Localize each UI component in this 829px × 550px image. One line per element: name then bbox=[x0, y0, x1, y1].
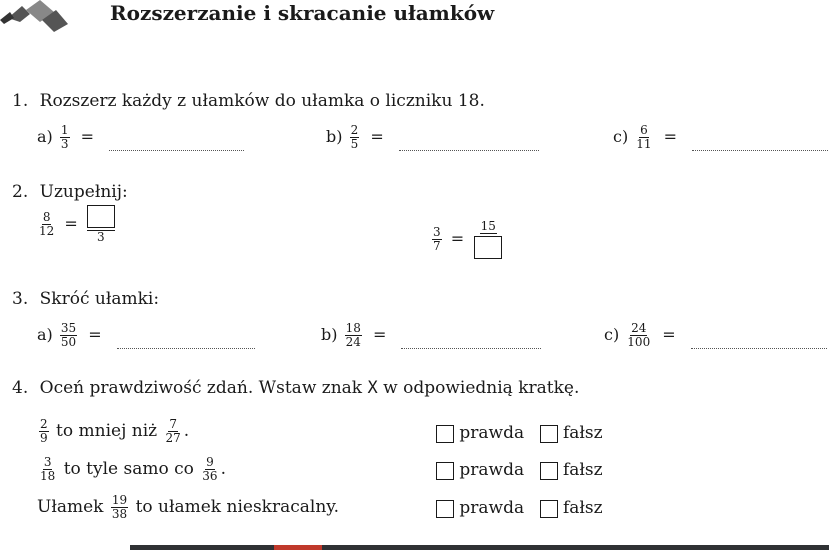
answer-box[interactable] bbox=[87, 205, 115, 228]
false-label: fałsz bbox=[562, 498, 603, 518]
fraction: $\frac{8}{12}$ bbox=[39, 210, 55, 238]
answer-line[interactable] bbox=[401, 347, 541, 349]
fraction: $\frac{3}{7}$ bbox=[433, 225, 441, 253]
answer-line[interactable] bbox=[399, 149, 539, 151]
answer-line[interactable] bbox=[691, 347, 827, 349]
item-label: c) bbox=[604, 325, 620, 344]
task-3-item-c bbox=[604, 322, 827, 349]
task-4-mark: X bbox=[367, 378, 378, 398]
task-3-item-a bbox=[37, 322, 255, 349]
task-3-number: 3. bbox=[12, 289, 29, 309]
bottom-bar bbox=[130, 545, 829, 550]
task-1-prompt: Rozszerz każdy z ułamków do ułamka o liczniku 18. bbox=[39, 91, 485, 111]
false-checkbox[interactable] bbox=[540, 462, 558, 480]
item-label: b) bbox=[321, 325, 338, 344]
statement-text: to tyle samo co bbox=[63, 459, 194, 479]
task-4-prompt-before: Oceń prawdziwość zdań. Wstaw znak bbox=[39, 378, 363, 398]
fraction-with-box: 15 bbox=[473, 220, 503, 259]
statement-2 bbox=[37, 456, 226, 483]
task-2-heading bbox=[12, 182, 128, 202]
statement-text: to mniej niż bbox=[56, 421, 158, 441]
task-3-heading bbox=[12, 289, 159, 309]
logo-icon bbox=[0, 0, 72, 34]
false-label: fałsz bbox=[562, 460, 603, 480]
equals-sign: = bbox=[80, 127, 95, 146]
true-checkbox[interactable] bbox=[436, 425, 454, 443]
answer-box[interactable] bbox=[474, 236, 502, 259]
statement-1-choices bbox=[436, 423, 603, 443]
task-4-number: 4. bbox=[12, 378, 29, 398]
task-2-prompt: Uzupełnij: bbox=[39, 182, 128, 202]
equals-sign: = bbox=[370, 127, 384, 146]
fraction: $\frac{6}{11}$ bbox=[636, 123, 652, 151]
true-label: prawda bbox=[459, 460, 525, 480]
task-2-left-equation bbox=[36, 205, 117, 244]
task-1-item-a bbox=[37, 124, 244, 151]
item-label: a) bbox=[37, 127, 53, 146]
task-1-heading bbox=[12, 91, 485, 111]
true-checkbox[interactable] bbox=[436, 462, 454, 480]
task-1-item-c bbox=[613, 124, 828, 151]
item-label: c) bbox=[613, 127, 629, 146]
true-label: prawda bbox=[459, 423, 525, 443]
item-label: a) bbox=[37, 325, 53, 344]
task-1-number: 1. bbox=[12, 91, 29, 111]
answer-line[interactable] bbox=[117, 347, 255, 349]
task-3-item-b bbox=[321, 322, 541, 349]
statement-3-choices bbox=[436, 498, 603, 518]
statement-1 bbox=[37, 418, 189, 445]
statement-end: . bbox=[183, 421, 190, 441]
fraction: $\frac{3}{18}$ bbox=[40, 455, 56, 483]
statement-2-choices bbox=[436, 460, 603, 480]
false-label: fałsz bbox=[562, 423, 603, 443]
fraction: $\frac{2}{5}$ bbox=[350, 123, 359, 151]
fraction: $\frac{18}{24}$ bbox=[345, 321, 361, 349]
answer-line[interactable] bbox=[109, 149, 244, 151]
equals-sign: = bbox=[372, 325, 387, 344]
statement-text: to ułamek nieskracalny. bbox=[135, 497, 340, 517]
equals-sign: = bbox=[662, 325, 676, 344]
fraction: $\frac{1}{3}$ bbox=[60, 123, 69, 151]
fraction: $\frac{2}{9}$ bbox=[40, 417, 48, 445]
bottom-accent bbox=[274, 545, 322, 550]
statement-end: . bbox=[220, 459, 226, 479]
fraction: $\frac{7}{27}$ bbox=[165, 417, 181, 445]
task-2-right-equation bbox=[430, 220, 505, 259]
statement-3 bbox=[37, 494, 339, 521]
task-3-prompt: Skróć ułamki: bbox=[39, 289, 160, 309]
page-title: Rozszerzanie i skracanie ułamków bbox=[110, 1, 495, 25]
fraction: $\frac{35}{50}$ bbox=[60, 321, 77, 349]
statement-prefix: Ułamek bbox=[37, 497, 104, 517]
item-label: b) bbox=[326, 127, 343, 146]
false-checkbox[interactable] bbox=[540, 500, 558, 518]
fraction: $\frac{24}{100}$ bbox=[627, 321, 651, 349]
equals-sign: = bbox=[64, 214, 78, 233]
task-4-heading bbox=[12, 378, 579, 398]
task-2-number: 2. bbox=[12, 182, 29, 202]
equals-sign: = bbox=[88, 325, 102, 344]
fraction: $\frac{19}{38}$ bbox=[111, 493, 128, 521]
true-label: prawda bbox=[459, 498, 525, 518]
equals-sign: = bbox=[450, 229, 465, 248]
task-1-item-b bbox=[326, 124, 539, 151]
answer-line[interactable] bbox=[692, 149, 828, 151]
fraction: $\frac{9}{36}$ bbox=[202, 455, 218, 483]
fraction-with-box: 3 bbox=[87, 205, 115, 244]
equals-sign: = bbox=[663, 127, 678, 146]
true-checkbox[interactable] bbox=[436, 500, 454, 518]
false-checkbox[interactable] bbox=[540, 425, 558, 443]
task-4-prompt-after: w odpowiednią kratkę. bbox=[383, 378, 580, 398]
